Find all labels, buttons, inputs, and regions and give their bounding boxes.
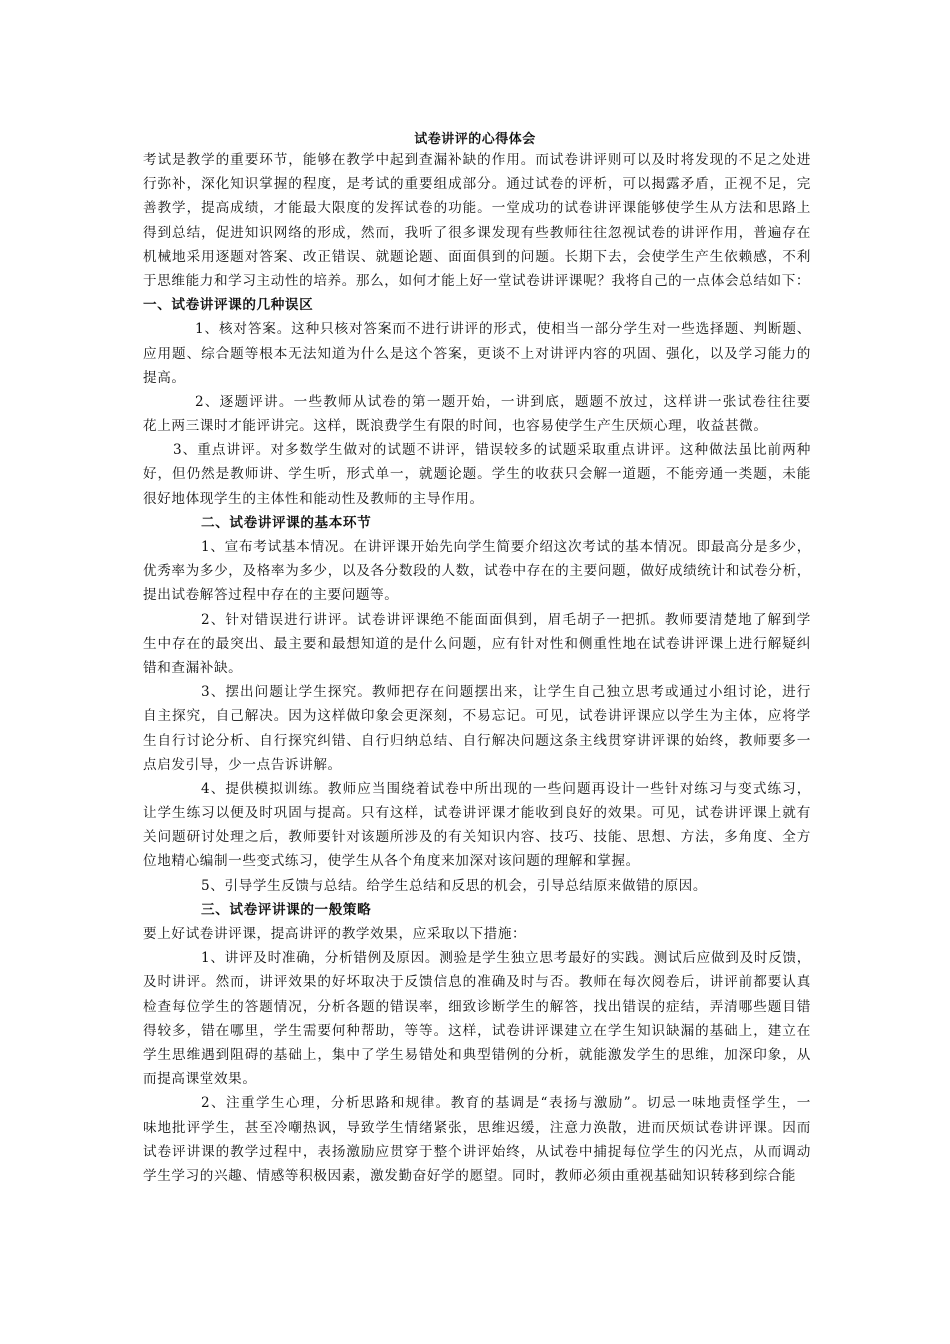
paragraph xyxy=(143,390,811,438)
text-line: 得到总结，促进知识网络的形成，然而，我听了很多课发现有些教师往往忽视试卷的讲评作用，普遍存在 xyxy=(143,224,811,241)
paragraph xyxy=(143,148,811,293)
text-line: 考试是教学的重要环节，能够在教学中起到查漏补缺的作用。而试卷讲评则可以及时将发现的不足之处进 xyxy=(143,152,811,168)
paragraph xyxy=(143,680,811,777)
text-line: 试卷评讲课的教学过程中，表扬激励应贯穿于整个讲评始终，从试卷中捕捉每位学生的闪光点，从而调动 xyxy=(143,1143,811,1160)
heading-text: 三、试卷评讲课的一般策略 xyxy=(201,901,372,918)
text-line: 错和查漏补缺。 xyxy=(143,659,243,676)
text-line: 关问题研讨处理之后，教师要针对该题所涉及的有关知识内容、技巧、技能、思想、方法，多角度、全方 xyxy=(143,829,811,846)
paragraph xyxy=(143,317,811,390)
text-line: 学生思维遇到阻碍的基础上，集中了学生易错处和典型错例的分析，就能激发学生的思维，加深印象，从 xyxy=(143,1046,811,1063)
section-heading xyxy=(143,511,811,535)
paragraph xyxy=(143,874,811,898)
heading-text: 二、试卷讲评课的基本环节 xyxy=(201,514,372,531)
text-line: 而提高课堂效果。 xyxy=(143,1071,257,1088)
text-line: 很好地体现学生的主体性和能动性及教师的主导作用。 xyxy=(143,490,484,507)
text-line: 花上两三课时才能评讲完。这样，既浪费学生有限的时间，也容易使学生产生厌烦心理，收益甚微。 xyxy=(143,418,768,435)
text-line: 3、重点讲评。对多数学生做对的试题不讲评，错误较多的试题采取重点讲评。这种做法虽比前两种 xyxy=(173,442,811,459)
text-line: 生自行讨论分析、自行探究纠错、自行归纳总结、自行解决问题这条主线贯穿讲评课的始终，教师要多一 xyxy=(143,732,811,749)
document-title: 试卷讲评的心得体会 xyxy=(414,132,536,147)
text-line: 位地精心编制一些变式练习，使学生从各个角度来加深对该问题的理解和掌握。 xyxy=(143,853,640,870)
text-line: 应用题、综合题等根本无法知道为什么是这个答案，更谈不上对讲评内容的巩固、强化，以及学习能力的 xyxy=(143,345,811,362)
text-line: 让学生练习以便及时巩固与提高。只有这样，试卷讲评课才能收到良好的效果。可见，试卷讲评课上就有 xyxy=(143,805,811,822)
section-heading xyxy=(143,293,811,317)
paragraph xyxy=(143,1091,811,1188)
text-line: 1、核对答案。这种只核对答案而不进行讲评的形式，使相当一部分学生对一些选择题、判断题、 xyxy=(195,321,811,338)
text-line: 3、摆出问题让学生探究。教师把存在问题摆出来，让学生自己独立思考或通过小组讨论，进行 xyxy=(201,684,811,701)
text-line: 提高。 xyxy=(143,369,186,386)
text-line: 2、注重学生心理，分析思路和规律。教育的基调是“表扬与激励”。切忌一味地责怪学生，一 xyxy=(201,1095,811,1112)
heading-text: 一、试卷讲评课的几种误区 xyxy=(143,297,314,314)
paragraph xyxy=(143,777,811,874)
document-body xyxy=(143,148,811,1188)
text-line: 及时讲评。然而，讲评效果的好坏取决于反馈信息的准确及时与否。教师在每次阅卷后，讲评前都要认真 xyxy=(143,974,811,991)
paragraph xyxy=(143,608,811,681)
text-line: 善教学，提高成绩，才能最大限度的发挥试卷的功能。一堂成功的试卷讲评课能够使学生从方法和思路上 xyxy=(143,200,811,217)
section-heading xyxy=(143,898,811,922)
text-line: 检查每位学生的答题情况，分析各题的错误率，细致诊断学生的解答，找出错误的症结，弄清哪些题目错 xyxy=(143,998,811,1015)
text-line: 生中存在的最突出、最主要和最想知道的是什么问题，应有针对性和侧重性地在试卷讲评课上进行解疑纠 xyxy=(143,635,811,652)
text-line: 好，但仍然是教师讲、学生听，形式单一，就题论题。学生的收获只会解一道题，不能旁通一类题，未能 xyxy=(143,466,811,483)
text-line: 1、讲评及时准确，分析错例及原因。测验是学生独立思考最好的实践。测试后应做到及时反馈， xyxy=(201,950,811,967)
text-line: 点启发引导，少一点告诉讲解。 xyxy=(143,756,342,773)
text-line: 要上好试卷讲评课，提高讲评的教学效果，应采取以下措施： xyxy=(143,926,527,942)
text-line: 提出试卷解答过程中存在的主要问题等。 xyxy=(143,587,399,604)
text-line: 4、提供模拟训练。教师应当围绕着试卷中所出现的一些问题再设计一些针对练习与变式练习， xyxy=(201,780,811,797)
text-line: 1、宣布考试基本情况。在讲评课开始先向学生简要介绍这次考试的基本情况。即最高分是多少， xyxy=(201,539,811,555)
text-line: 于思维能力和学习主动性的培养。那么，如何才能上好一堂试卷讲评课呢？我将自己的一点体会总结如下： xyxy=(143,272,811,289)
paragraph xyxy=(143,438,811,511)
text-line: 得较多，错在哪里，学生需要何种帮助，等等。这样，试卷讲评课建立在学生知识缺漏的基础上，建立在 xyxy=(143,1022,811,1039)
paragraph xyxy=(143,946,811,1091)
paragraph xyxy=(143,922,811,946)
text-line: 5、引导学生反馈与总结。给学生总结和反思的机会，引导总结原来做错的原因。 xyxy=(201,877,708,894)
paragraph xyxy=(143,535,811,608)
text-line: 学生学习的兴趣、情感等积极因素，激发勤奋好学的愿望。同时，教师必须由重视基础知识转移到综合能 xyxy=(143,1167,796,1184)
text-line: 机械地采用逐题对答案、改正错误、就题论题、面面俱到的问题。长期下去，会使学生产生依赖感，不利 xyxy=(143,248,811,265)
text-line: 行弥补，深化知识掌握的程度，是考试的重要组成部分。通过试卷的评析，可以揭露矛盾，正视不足，完 xyxy=(143,176,811,193)
text-line: 味地批评学生，甚至冷嘲热讽，导致学生情绪紧张，思维迟缓，注意力涣散，进而厌烦试卷讲评课。因而 xyxy=(143,1119,811,1136)
text-line: 2、逐题评讲。一些教师从试卷的第一题开始，一讲到底，题题不放过，这样讲一张试卷往往要 xyxy=(195,393,811,410)
text-line: 2、针对错误进行讲评。试卷讲评课绝不能面面俱到，眉毛胡子一把抓。教师要清楚地了解到学 xyxy=(201,611,811,628)
text-line: 自主探究，自己解决。因为这样做印象会更深刻，不易忘记。可见，试卷讲评课应以学生为主体，应将学 xyxy=(143,708,811,725)
text-line: 优秀率为多少，及格率为多少，以及各分数段的人数，试卷中存在的主要问题，做好成绩统计和试卷分析， xyxy=(143,563,811,580)
